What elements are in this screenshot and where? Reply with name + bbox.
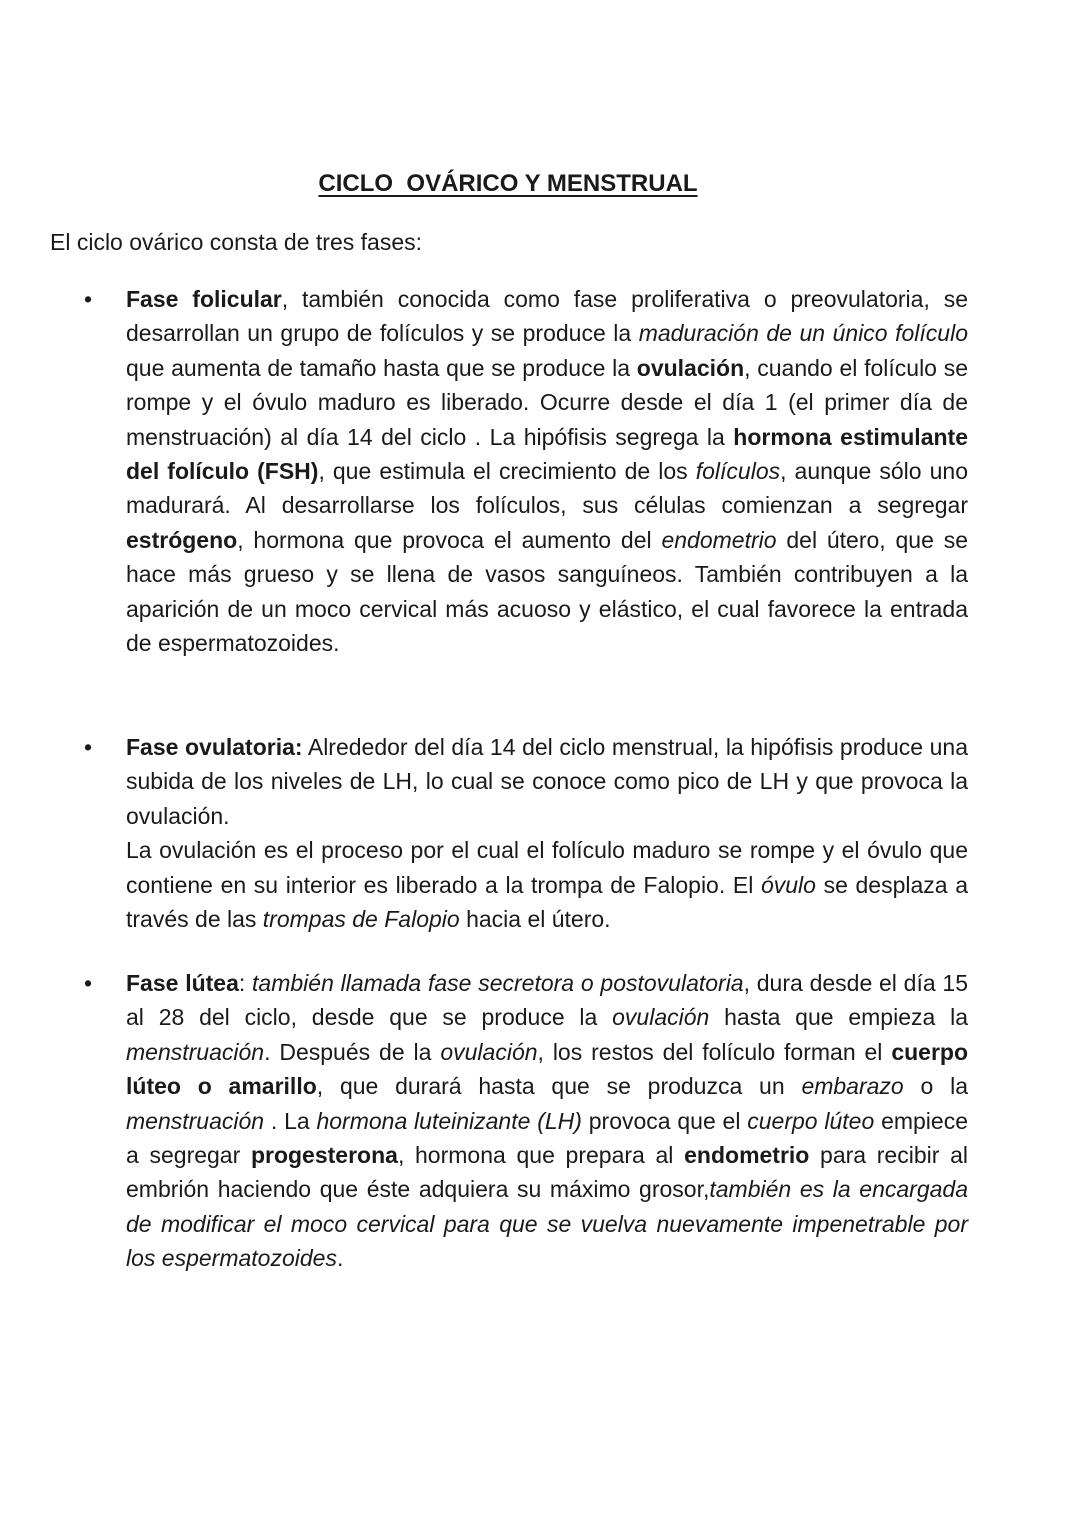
phase-heading: Fase folicular bbox=[126, 286, 282, 312]
page-title: CICLO OVÁRICO Y MENSTRUAL bbox=[318, 170, 698, 197]
bold-term: progesterona bbox=[250, 1142, 398, 1169]
phase-text: , también conocida como fase proliferativa o preovulatoria, se desarrollan un grupo de folículos y se produce la bbox=[126, 286, 968, 347]
bold-term: estrógeno bbox=[126, 526, 238, 553]
phase-text: La ovulación es el proceso por el cual el folículo maduro se rompe y el óvulo que contiene en su interior es liberado a la trompa de Falopio. El bbox=[126, 837, 968, 898]
phase-text: para recibir al embrión haciendo que éste adquiera su máximo grosor, bbox=[126, 1142, 968, 1203]
phase-heading: Fase lútea bbox=[126, 970, 239, 996]
bullet-icon: • bbox=[84, 734, 93, 760]
bold-term: endometrio bbox=[684, 1142, 810, 1169]
phase-text: se desplaza a través de las bbox=[126, 871, 968, 933]
phase-paragraph bbox=[126, 966, 968, 1276]
italic-term: endometrio bbox=[661, 526, 777, 553]
phase-paragraph bbox=[126, 730, 968, 833]
italic-term: ovulación bbox=[440, 1038, 538, 1065]
phase-text: . La bbox=[264, 1107, 317, 1134]
phase-text: , hormona que provoca el aumento del bbox=[237, 526, 662, 553]
bold-term: cuerpo lúteo o amarillo bbox=[126, 1038, 968, 1100]
italic-term: también llamada fase secretora o postovulatoria bbox=[252, 970, 744, 996]
italic-term: menstruación bbox=[126, 1038, 265, 1065]
list-item-fase-folicular bbox=[84, 282, 969, 660]
phase-paragraph bbox=[126, 282, 968, 660]
phase-text: , hormona que prepara al bbox=[397, 1142, 685, 1169]
phase-text: provoca que el bbox=[581, 1107, 748, 1134]
bullet-icon: • bbox=[84, 286, 93, 312]
italic-term: embarazo bbox=[801, 1073, 904, 1100]
italic-term: folículos bbox=[695, 458, 781, 485]
phase-paragraph bbox=[126, 833, 968, 936]
phase-text: , que estimula el crecimiento de los bbox=[318, 458, 696, 485]
bullet-icon: • bbox=[84, 970, 93, 996]
phase-text: o la bbox=[903, 1073, 968, 1100]
phase-text: : bbox=[238, 970, 253, 996]
italic-term: menstruación bbox=[126, 1107, 265, 1134]
italic-term: cuerpo lúteo bbox=[747, 1107, 875, 1134]
phase-text: empiece a segregar bbox=[126, 1107, 969, 1169]
bold-term: hormona estimulante del folículo (FSH) bbox=[126, 423, 968, 485]
italic-term: hormona luteinizante (LH) bbox=[316, 1107, 582, 1134]
bold-term: ovulación bbox=[636, 354, 745, 381]
list-item-fase-ovulatoria bbox=[84, 730, 968, 936]
phase-text: . bbox=[336, 1245, 344, 1272]
phase-text: . Después de la bbox=[264, 1038, 441, 1065]
phase-text: , cuando el folículo se rompe y el óvulo maduro es liberado. Ocurre desde el día 1 (el primer día de menstruación) al día 14 del ciclo . La hipófisis segrega la bbox=[126, 354, 969, 450]
phase-heading: Fase ovulatoria: bbox=[126, 734, 303, 760]
phase-text: hacia el útero. bbox=[459, 906, 611, 933]
phase-text: del útero, que se hace más grueso y se llena de vasos sanguíneos. También contribuyen a la aparición de un moco cervical más acuoso y elástico, el cual favorece la entrada de espermatozoides. bbox=[126, 526, 969, 657]
intro-text: El ciclo ovárico consta de tres fases: bbox=[50, 229, 422, 255]
phase-text: hasta que empieza la bbox=[709, 1004, 968, 1031]
phase-text: , dura desde el día 15 al 28 del ciclo, desde que se produce la bbox=[126, 970, 969, 1031]
italic-term: trompas de Falopio bbox=[262, 906, 460, 933]
list-item-fase-lutea bbox=[84, 966, 969, 1276]
phase-text: Alrededor del día 14 del ciclo menstrual, la hipófisis produce una subida de los niveles de LH, lo cual se conoce como pico de LH y que provoca la ovulación. bbox=[126, 734, 968, 829]
italic-term: óvulo bbox=[760, 871, 816, 898]
phase-text: , los restos del folículo forman el bbox=[537, 1038, 892, 1065]
phase-text: , aunque sólo uno madurará. Al desarrollarse los folículos, sus células comienzan a segregar bbox=[126, 458, 968, 519]
phase-text: que aumenta de tamaño hasta que se produce la bbox=[126, 354, 637, 381]
italic-term: también es la encargada de modificar el moco cervical para que se vuelva nuevamente impenetrable por los espermatozoides bbox=[126, 1176, 968, 1272]
italic-term: ovulación bbox=[612, 1004, 710, 1031]
phase-text: , que durará hasta que se produzca un bbox=[316, 1073, 802, 1100]
italic-term: maduración de un único folículo bbox=[638, 320, 968, 347]
